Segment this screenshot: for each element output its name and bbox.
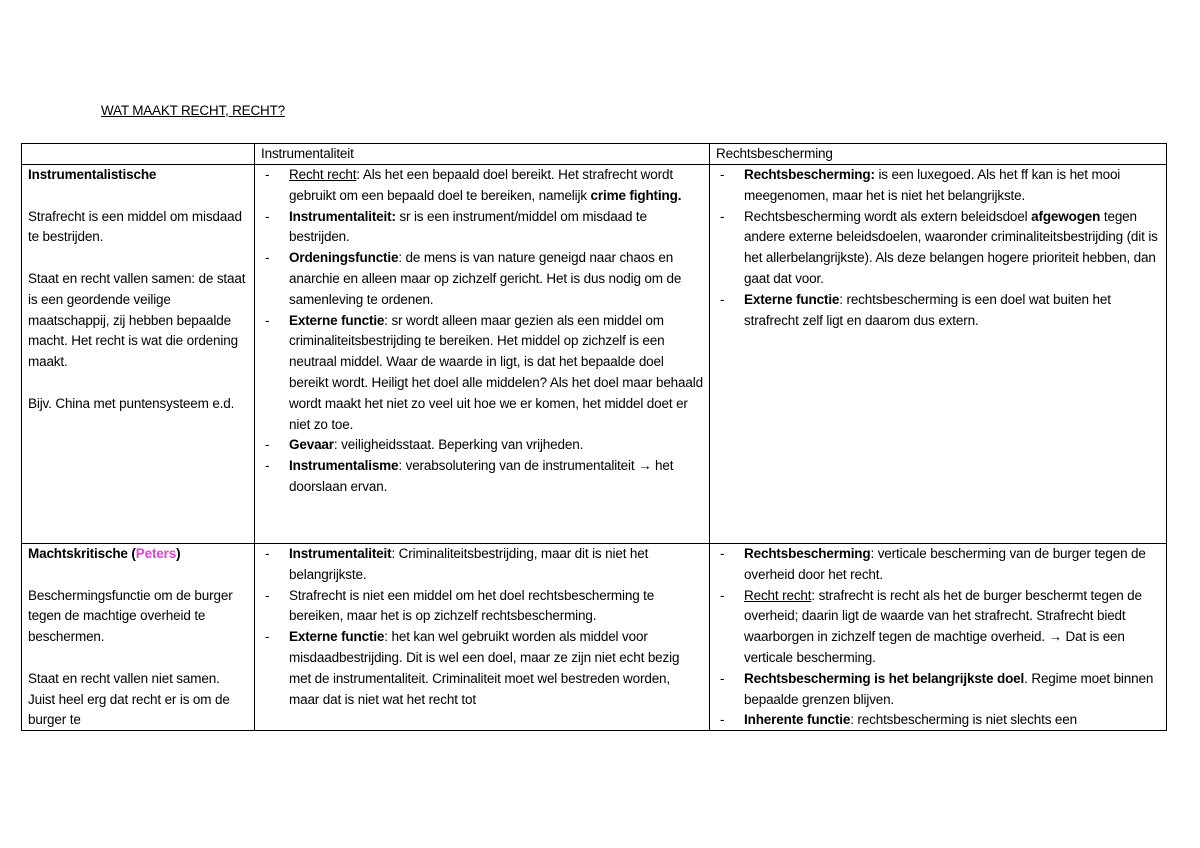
row-heading	[28, 544, 248, 565]
text: : verabsolutering van de instrumentaliteit → het doorslaan ervan.	[289, 458, 674, 494]
table-row	[22, 544, 1167, 731]
text: : rechtsbescherming is niet slechts een	[850, 712, 1077, 728]
term: Externe functie	[289, 629, 385, 645]
text: is een luxegoed. Als het ff kan is het mooi meegenomen, maar het is niet het belangrijkste.	[744, 167, 1121, 203]
text: : rechtsbescherming is een doel wat buiten het strafrecht zelf ligt en daarom dus extern.	[744, 291, 1111, 328]
paragraph: Staat en recht vallen niet samen. Juist heel erg dat recht er is om de burger te	[28, 670, 230, 728]
term: Instrumentaliteit:	[289, 208, 396, 224]
bullet-list	[261, 165, 703, 498]
emphasis: afgewogen	[1031, 208, 1101, 224]
list-item	[716, 544, 1160, 586]
list-item	[261, 311, 703, 436]
paragraph: Bijv. China met puntensysteem e.d.	[28, 395, 235, 411]
instrumentaliteit-cell	[255, 544, 710, 731]
page-title: WAT MAAKT RECHT, RECHT?	[101, 103, 285, 118]
paragraph: Beschermingsfunctie om de burger tegen de machtige overheid te beschermen.	[28, 587, 233, 645]
text: Strafrecht is niet een middel om het doel rechtsbescherming te bereiken, maar het is op zichzelf rechtsbescherming.	[289, 587, 655, 624]
table-row	[22, 165, 1167, 544]
heading-text: Machtskritische (	[28, 546, 136, 561]
text: . Regime moet binnen bepaalde grenzen blijven.	[744, 670, 1154, 707]
comparison-table	[21, 143, 1167, 731]
text: : Als het een bepaald doel bereikt. Het strafrecht wordt gebruikt om een bepaald doel te bereiken, namelijk	[289, 167, 673, 203]
term: Rechtsbescherming:	[744, 167, 875, 182]
term: Ordeningsfunctie	[289, 250, 399, 266]
term: Externe functie	[744, 291, 840, 307]
list-item	[261, 435, 703, 456]
text: tegen andere externe beleidsdoelen, waaronder criminaliteitsbestrijding (dit is het allerbelangrijkste). Als deze belangen hogere prioriteit hebben, dan gaat dat voor.	[744, 208, 1158, 286]
text: Rechtsbescherming wordt als extern beleidsdoel	[744, 208, 1032, 224]
list-item	[261, 627, 703, 710]
text: : Criminaliteitsbestrijding, maar dit is niet het belangrijkste.	[289, 546, 649, 582]
term: Instrumentalisme	[289, 458, 399, 474]
list-item	[261, 165, 703, 207]
row-heading: Instrumentalistische	[28, 167, 157, 182]
list-item	[261, 456, 703, 498]
list-item	[261, 207, 703, 249]
list-item	[261, 544, 703, 586]
text: : verticale bescherming van de burger tegen de overheid door het recht.	[744, 546, 1146, 582]
rechtsbescherming-cell	[710, 544, 1167, 731]
term: Rechtsbescherming	[744, 546, 871, 561]
list-item	[716, 586, 1160, 669]
list-item	[716, 290, 1160, 332]
list-item	[261, 248, 703, 310]
term: Externe functie	[289, 312, 385, 328]
paragraph: Staat en recht vallen samen: de staat is een geordende veilige maatschappij, zij hebben bepaalde macht. Het recht is wat die ordening maakt.	[28, 270, 246, 370]
header-rechtsbescherming: Rechtsbescherming	[710, 144, 1167, 165]
row-label-cell	[22, 544, 255, 731]
bullet-list	[716, 165, 1160, 331]
header-empty	[22, 144, 255, 165]
list-item	[716, 669, 1160, 711]
term: Rechtsbescherming is het belangrijkste doel	[744, 670, 1025, 686]
term: Instrumentaliteit	[289, 546, 392, 561]
row-label-cell	[22, 165, 255, 544]
table-header-row	[22, 144, 1167, 165]
bullet-list	[261, 544, 703, 710]
list-item	[261, 586, 703, 628]
term: Inherente functie	[744, 712, 851, 728]
bullet-list	[716, 544, 1160, 730]
text: : veiligheidsstaat. Beperking van vrijheden.	[333, 437, 584, 453]
text: sr is een instrument/middel om misdaad te bestrijden.	[289, 208, 647, 245]
instrumentaliteit-cell	[255, 165, 710, 544]
author-name: Peters	[135, 546, 177, 561]
term: Recht recht	[289, 167, 357, 182]
term: Gevaar	[289, 437, 334, 453]
text: : de mens is van nature geneigd naar chaos en anarchie en alleen maar op zichzelf gericht. Het is dus nodig om de samenleving te ordenen.	[289, 250, 682, 307]
text: : het kan wel gebruikt worden als middel voor misdaadbestrijding. Dit is wel een doel, maar ze zijn niet echt bezig met de instrumentaliteit. Criminaliteit moet wel bestreden worden, maar dat is niet wat het recht tot	[289, 629, 680, 707]
term: Recht recht	[744, 587, 812, 603]
text: : sr wordt alleen maar gezien als een middel om criminaliteitsbestrijding te bereiken. Het middel op zichzelf is een neutraal middel. Waar de waarde in ligt, is dat het bepaalde doel bereikt wordt. Heiligt het doel alle middelen? Als het doel maar behaald wordt maakt het niet zo veel uit hoe we er komen, het middel doet er niet zo toe.	[289, 312, 703, 432]
text: : strafrecht is recht als het de burger beschermt tegen de overheid; daarin ligt de waarde van het strafrecht. Strafrecht biedt waarborgen in zichzelf tegen de machtige overheid. → Dat is een verticale bescherming.	[744, 587, 1142, 665]
paragraph: Strafrecht is een middel om misdaad te bestrijden.	[28, 208, 242, 245]
list-item	[716, 165, 1160, 207]
header-instrumentaliteit: Instrumentaliteit	[255, 144, 710, 165]
heading-text: )	[176, 546, 181, 561]
list-item	[716, 710, 1160, 730]
rechtsbescherming-cell	[710, 165, 1167, 544]
list-item	[716, 207, 1160, 290]
emphasis: crime fighting.	[590, 187, 682, 203]
